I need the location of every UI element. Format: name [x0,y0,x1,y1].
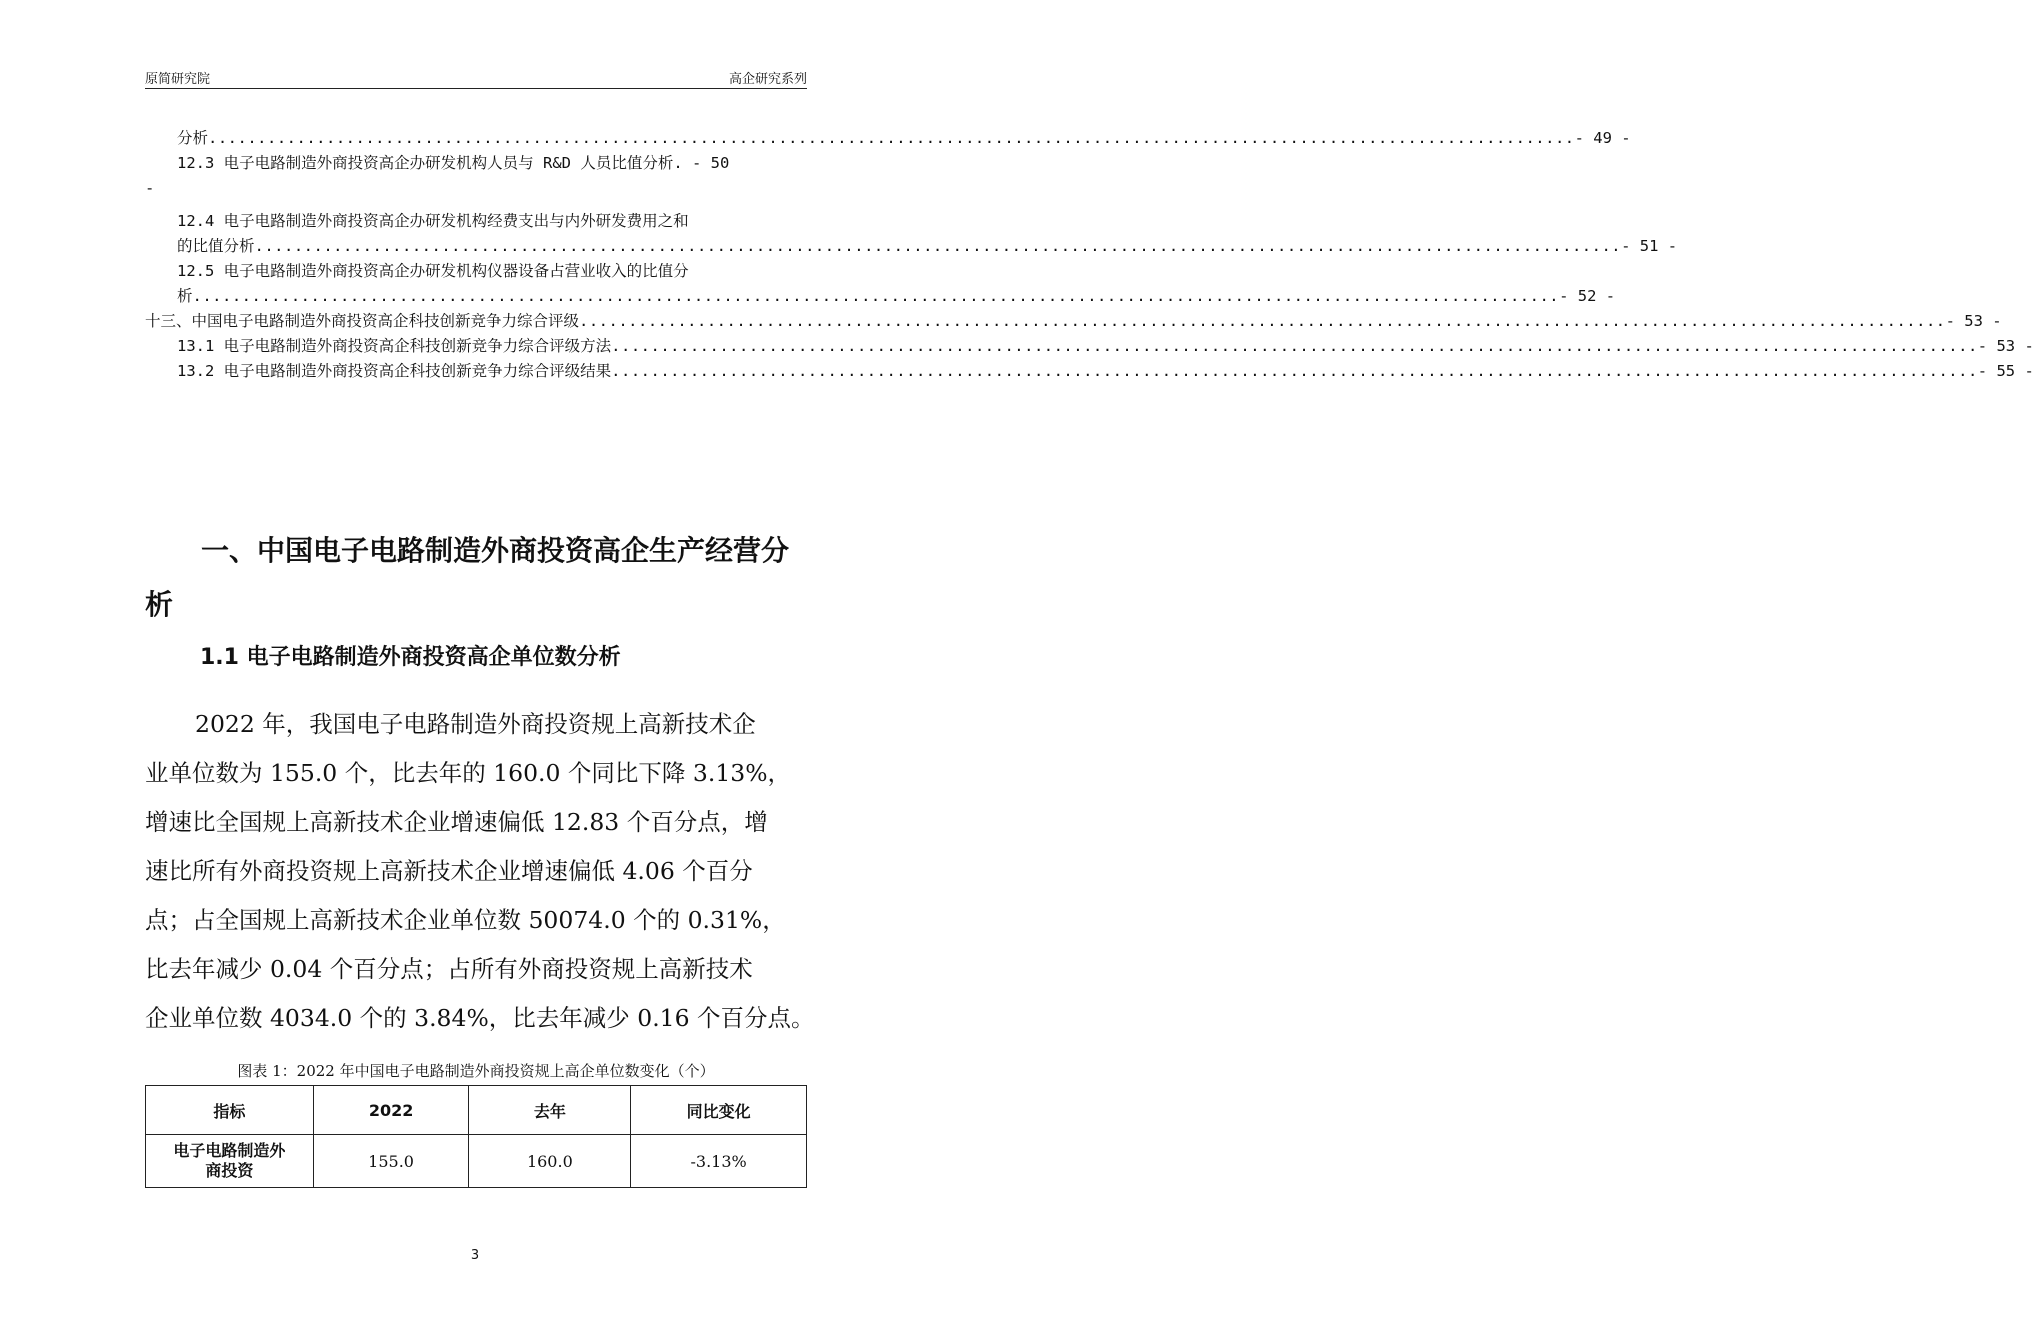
header-series: 高企研究系列 [728,72,807,87]
section-heading: 一、中国电子电路制造外商投资高企生产经营分析 [145,534,790,621]
paragraph-line: 业单位数为 155.0 个，比去年的 160.0 个同比下降 3.13%， [145,759,792,787]
page-header [145,66,807,89]
paragraph-line: 比去年减少 0.04 个百分点；占所有外商投资规上高新技术 [145,955,753,983]
toc-entry-continuation[interactable]: 析 ........................................................................................................................................... - 52 - [177,287,1616,305]
paragraph-line: 企业单位数 4034.0 个的 3.84%，比去年减少 0.16 个百分点。 [145,1004,815,1032]
column-header: 指标 [146,1086,314,1135]
header-institute: 原简研究院 [145,72,211,87]
toc-chapter-entry[interactable]: 十三、中国电子电路制造外商投资高企科技创新竞争力综合评级 ........................................................................................................................................... - 53 - [145,312,2002,330]
column-header: 2022 [313,1086,469,1135]
toc-entry[interactable]: 13.1 电子电路制造外商投资高企科技创新竞争力综合评级方法 ........................................................................................................................................... - 53 - [177,337,2034,355]
cell-last-year: 160.0 [469,1135,631,1188]
table-of-contents [145,126,2034,384]
toc-entry[interactable]: 12.5 电子电路制造外商投资高企办研发机构仪器设备占营业收入的比值分 [177,262,689,280]
paragraph-line: 点；占全国规上高新技术企业单位数 50074.0 个的 0.31%， [145,906,786,934]
table-caption: 图表 1：2022 年中国电子电路制造外商投资规上高企单位数变化（个） [237,1062,715,1080]
row-label: 电子电路制造外 商投资 [146,1135,314,1188]
table-row [146,1135,807,1188]
body-paragraph [145,700,815,1043]
toc-entry[interactable]: 12.4 电子电路制造外商投资高企办研发机构经费支出与内外研发费用之和 [177,212,689,230]
column-header: 同比变化 [631,1086,807,1135]
toc-entry-continuation: - [145,179,155,197]
table-header-row [146,1086,807,1135]
column-header: 去年 [469,1086,631,1135]
cell-yoy-change: -3.13% [631,1135,807,1188]
paragraph-line: 增速比全国规上高新技术企业增速偏低 12.83 个百分点，增 [145,808,768,836]
paragraph-line: 2022 年，我国电子电路制造外商投资规上高新技术企 [195,710,756,738]
toc-entry[interactable]: 13.2 电子电路制造外商投资高企科技创新竞争力综合评级结果 ........................................................................................................................................... - 55 - [177,362,2034,380]
page-number: 3 [470,1248,480,1263]
subsection-heading: 1.1 电子电路制造外商投资高企单位数分析 [200,645,621,670]
toc-entry[interactable]: 12.3 电子电路制造外商投资高企办研发机构人员与 R&D 人员比值分析 . - 50 [177,154,730,172]
toc-entry[interactable]: 分析 ........................................................................................................................................... - 49 - [177,129,1631,147]
cell-2022: 155.0 [313,1135,469,1188]
toc-entry-continuation[interactable]: 的比值分析 ........................................................................................................................................... - 51 - [177,237,1678,255]
paragraph-line: 速比所有外商投资规上高新技术企业增速偏低 4.06 个百分 [145,857,753,885]
data-table [145,1085,807,1188]
